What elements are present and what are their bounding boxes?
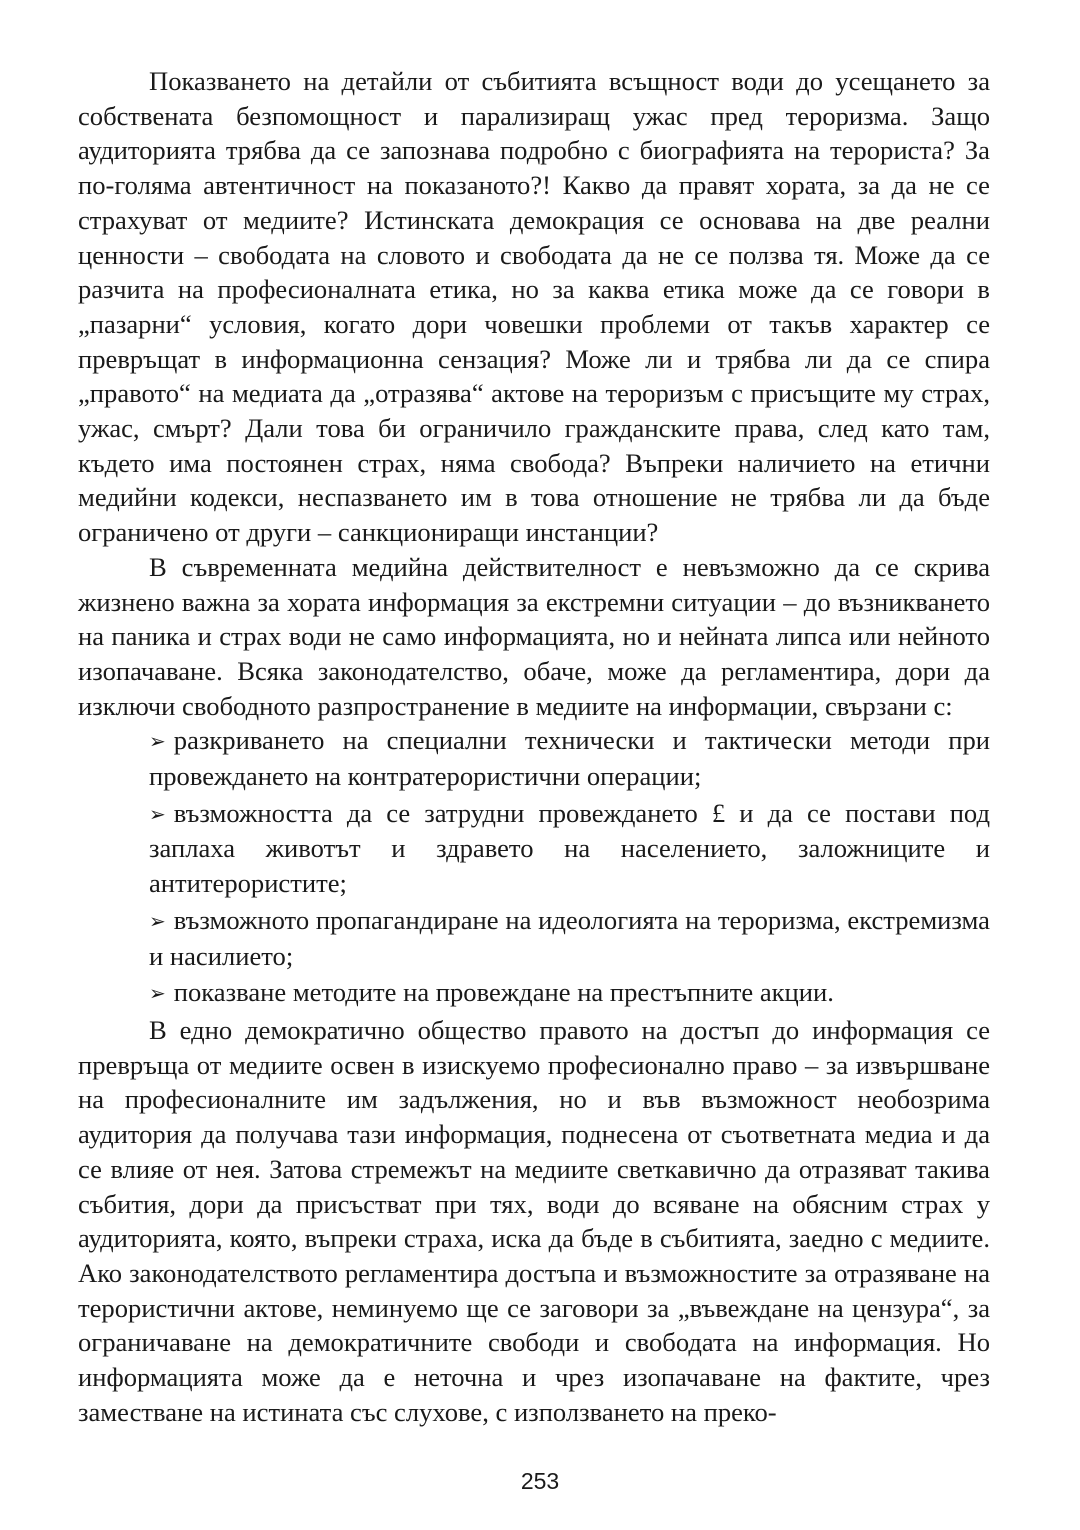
list-item-text: възможността да се затрудни провеждането £ и да се постави под заплаха животът и здравето на населението, заложниците и антитерористите; — [149, 797, 990, 899]
paragraph-2: В съвременната медийна действителност е невъзможно да се скрива жизнено важна за хората информация за екстремни ситуации – до възникването на паника и страх води не само информацията, но и нейната липса или нейното изопачаване. Всяка законодателство, обаче, може да регламентира, дори да изключи свободното разпространение в медиите на информации, свързани с: — [78, 551, 990, 721]
arrow-bullet-icon: ➢ — [149, 908, 166, 933]
list-item-text: възможното пропагандиране на идеологията на тероризма, екстремизма и насилието; — [149, 904, 990, 971]
list-item — [149, 903, 990, 975]
list-item-text: разкриването на специални технически и тактически методи при провеждането на контратерористични операции; — [149, 725, 990, 792]
list-item — [149, 975, 990, 1013]
arrow-bullet-icon: ➢ — [149, 801, 166, 826]
page-body — [78, 64, 990, 1429]
paragraph-3: В едно демократично общество правото на достъп до информация се превръща от медиите освен в изискуемо професионално право – за извършване на професионалните им задължения, но и във възможност необозрима аудитория да получава тази информация, поднесена от съответната медиа и да се влияе от нея. Затова стремежът на медиите светкавично да отразяват такива събития, дори да присъстват при тях, води до всяване на обясним страх у аудиторията, която, въпреки страха, иска да бъде в събитията, заедно с медиите. Ако законодателството регламентира достъпа и възможностите за отразяване на терористични актове, неминуемо ще се заговори за „въвеждане на цензура“, за ограничаване на демократичните свободи и свободата на информация. Но информацията може да е неточна и чрез изопачаване на фактите, чрез заместване на истината със слухове, с използването на преко- — [78, 1014, 990, 1427]
page-number: 253 — [520, 1468, 560, 1494]
arrow-bullet-icon: ➢ — [149, 981, 166, 1006]
list-item-text: показване методите на провеждане на престъпните акции. — [173, 977, 834, 1008]
list-item — [149, 723, 990, 795]
arrow-bullet-icon: ➢ — [149, 729, 166, 754]
list-item — [149, 796, 990, 903]
paragraph-1: Показването на детайли от събитията всъщност води до усещането за собствената безпомощност и парализиращ ужас пред тероризма. Защо аудиторията трябва да се запознава подробно с биографията на терориста? За по-голяма автентичност на показаното?! Какво да правят хората, за да не се страхуват от медиите? Истинската демокрация се основава на две реални ценности – свободата на словото и свободата да не се ползва тя. Може да се разчита на професионалната етика, но за каква етика може да се говори в „пазарни“ условия, когато дори човешки проблеми от такъв характер се превръщат в информационна сензация? Може ли и трябва ли да се спира „правото“ на медиата да „отразява“ актове на тероризъм с присъщите му страх, ужас, смърт? Дали това би ограничило гражданските права, след като там, където има постоянен страх, няма свобода? Въпреки наличието на етични медийни кодекси, неспазването им в това отношение не трябва ли да бъде ограничено от други – санкциониращи инстанции? — [78, 66, 990, 548]
bullet-list — [78, 723, 990, 1013]
